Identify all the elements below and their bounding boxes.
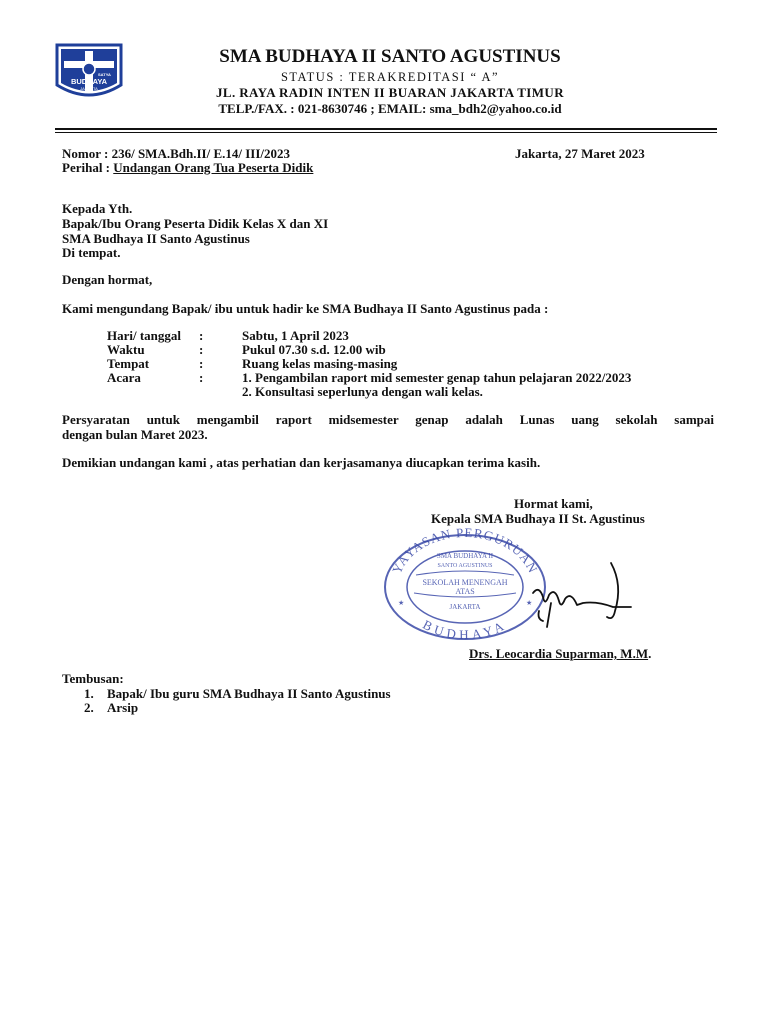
schedule-label-agenda: Acara — [107, 370, 141, 385]
svg-text:SEKOLAH MENENGAH: SEKOLAH MENENGAH — [422, 578, 508, 587]
recipient-line-1: Kepada Yth. — [62, 201, 133, 216]
cc-item-2: Arsip — [107, 700, 139, 715]
school-logo — [55, 43, 123, 103]
schedule-label-time: Waktu — [107, 342, 145, 357]
schedule-value-time: Pukul 07.30 s.d. 12.00 wib — [242, 342, 386, 357]
handwritten-signature — [525, 555, 640, 635]
intro-paragraph: Kami mengundang Bapak/ ibu untuk hadir ke SMA Budhaya II Santo Agustinus pada : — [62, 301, 549, 316]
svg-text:JAKARTA: JAKARTA — [449, 603, 481, 611]
cc-title: Tembusan: — [62, 671, 124, 686]
svg-text:SATYA: SATYA — [98, 72, 111, 77]
place-date: Jakarta, 27 Maret 2023 — [515, 146, 645, 161]
subject-value: Undangan Orang Tua Peserta Didik — [113, 160, 314, 175]
requirement-line-1: Persyaratan untuk mengambil raport midsemester genap adalah Lunas uang sekolah sampai — [62, 412, 714, 427]
cc-item-1: Bapak/ Ibu guru SMA Budhaya II Santo Agustinus — [107, 686, 391, 701]
svg-text:★: ★ — [526, 599, 533, 607]
regards: Hormat kami, — [514, 496, 593, 511]
closing-paragraph: Demikian undangan kami , atas perhatian dan kerjasamanya diucapkan terima kasih. — [62, 455, 541, 470]
schedule-sep-date: : — [199, 328, 204, 343]
schedule-label-date: Hari/ tanggal — [107, 328, 182, 343]
school-contact: TELP./FAX. : 021-8630746 ; EMAIL: sma_bdh2@yahoo.co.id — [218, 101, 562, 116]
cc-item-1-number: 1. — [84, 686, 94, 701]
schedule-sep-agenda: : — [199, 370, 204, 385]
signatory-name-suffix: . — [648, 646, 652, 661]
schedule-sep-time: : — [199, 342, 204, 357]
recipient-line-2: Bapak/Ibu Orang Peserta Didik Kelas X dan XI — [62, 216, 329, 231]
subject-label: Perihal : — [62, 160, 114, 175]
recipient-line-4: Di tempat. — [62, 245, 121, 260]
signatory-name-line — [469, 646, 651, 661]
signatory-name: Drs. Leocardia Suparman, M.M — [469, 646, 649, 661]
recipient-line-3: SMA Budhaya II Santo Agustinus — [62, 231, 250, 246]
school-address: JL. RAYA RADIN INTEN II BUARAN JAKARTA TIMUR — [216, 85, 564, 100]
schedule-value-agenda-2: 2. Konsultasi seperlunya dengan wali kelas. — [242, 384, 483, 399]
svg-text:BUDHAYA: BUDHAYA — [70, 77, 108, 86]
svg-text:★: ★ — [398, 599, 405, 607]
svg-text:BUDHAYA: BUDHAYA — [420, 616, 510, 640]
signatory-position: Kepala SMA Budhaya II St. Agustinus — [431, 511, 645, 526]
subject-line — [62, 160, 313, 175]
header-rule-thick — [55, 128, 717, 130]
svg-text:JAKARTA: JAKARTA — [80, 86, 98, 91]
svg-text:SANTO AGUSTINUS: SANTO AGUSTINUS — [437, 563, 493, 569]
cc-item-2-number: 2. — [84, 700, 94, 715]
schedule-value-date: Sabtu, 1 April 2023 — [242, 328, 349, 343]
svg-text:ATAS: ATAS — [455, 587, 475, 596]
greeting: Dengan hormat, — [62, 272, 153, 287]
accreditation-status: STATUS : TERAKREDITASI “ A” — [280, 70, 500, 84]
requirement-line-2: dengan bulan Maret 2023. — [62, 427, 208, 442]
header-rule-thin — [55, 132, 717, 133]
schedule-value-agenda: 1. Pengambilan raport mid semester genap tahun pelajaran 2022/2023 — [242, 370, 632, 385]
svg-text:SMA BUDHAYA II: SMA BUDHAYA II — [436, 552, 494, 560]
svg-text:YAYASAN PERGURUAN: YAYASAN PERGURUAN — [388, 525, 541, 576]
school-name: SMA BUDHAYA II SANTO AGUSTINUS — [219, 46, 561, 67]
schedule-value-place: Ruang kelas masing-masing — [242, 356, 398, 371]
letter-number: Nomor : 236/ SMA.Bdh.II/ E.14/ III/2023 — [62, 146, 291, 161]
schedule-sep-place: : — [199, 356, 204, 371]
schedule-label-place: Tempat — [107, 356, 150, 371]
